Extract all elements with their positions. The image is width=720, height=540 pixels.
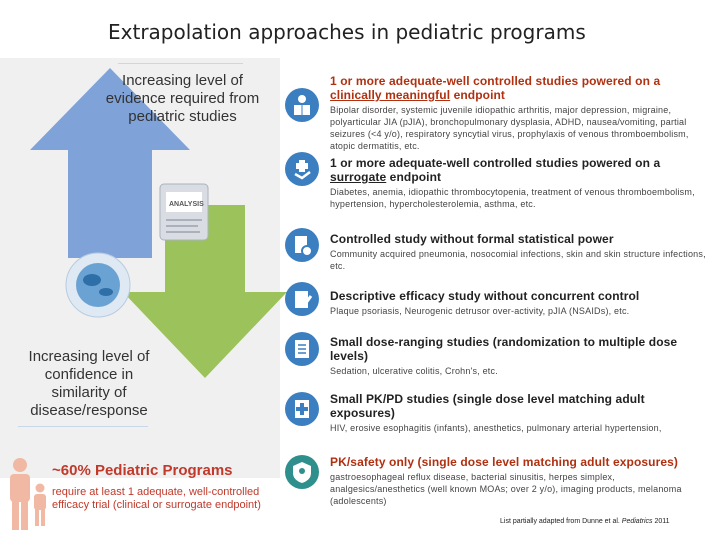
checklist-icon (285, 332, 319, 366)
evidence-label: Increasing level of evidence required from pediatric studies (105, 72, 260, 125)
confidence-divider (18, 426, 148, 427)
row-heading: PK/safety only (single dose level matching adult exposures) (330, 455, 678, 469)
row-heading: 1 or more adequate-well controlled studies powered on a clinically meaningful endpoint (330, 74, 661, 102)
page-title: Extrapolation approaches in pediatric programs (108, 20, 586, 44)
footnote: List partially adapted from Dunne et al. Pediatrics 2011 (500, 518, 670, 525)
confidence-label: Increasing level of confidence in similarity of disease/response (28, 348, 150, 419)
evidence-row-clinical (330, 74, 710, 152)
document-gear-icon (285, 228, 319, 262)
row-heading: Controlled study without formal statistical power (330, 232, 614, 246)
evidence-divider (118, 63, 243, 64)
document-edit-icon (285, 282, 319, 316)
analysis-badge (160, 184, 208, 240)
row-examples: Community acquired pneumonia, nosocomial infections, skin and skin structure infections, etc. (330, 249, 706, 271)
evidence-row-descriptive (330, 289, 710, 317)
family-shield-icon (285, 455, 319, 489)
row-examples: HIV, erosive esophagitis (infants), anesthetics, pulmonary arterial hypertension, (330, 423, 662, 433)
pediatric-programs-subtitle: require at least 1 adequate, well-controlled efficacy trial (clinical or surrogate endpoint) (52, 486, 261, 511)
evidence-row-dose-ranging (330, 335, 710, 377)
student-book-icon (285, 88, 319, 122)
evidence-row-controlled (330, 232, 710, 272)
evidence-row-pkpd (330, 392, 710, 434)
row-heading: Small PK/PD studies (single dose level matching adult exposures) (330, 392, 645, 420)
evidence-row-surrogate (330, 156, 710, 210)
row-examples: Plaque psoriasis, Neurogenic detrusor over-activity, pJIA (NSAIDs), etc. (330, 306, 630, 316)
analysis-label: ANALYSIS (169, 201, 204, 208)
row-examples: Bipolar disorder, systemic juvenile idiopathic arthritis, major depression, migraine, polyarticular JIA (pJIA), bronchopulmonary dysplasia, ADHD, nausea/vomiting, partial seizures (<4 y/o), respiratory syncytial virus, prophylaxis of venous thromboembolism, atopic dermatitis, etc. (330, 105, 689, 151)
evidence-row-pk-safety (330, 455, 710, 507)
row-examples: Diabetes, anemia, idiopathic thrombocytopenia, treatment of venous thromboembolism, hypertension, hypercholesterolemia, asthma, etc. (330, 187, 695, 209)
row-heading: Small dose-ranging studies (randomization to multiple dose levels) (330, 335, 678, 363)
row-heading: Descriptive efficacy study without concurrent control (330, 289, 640, 303)
person-silhouette-icon (10, 458, 46, 530)
pediatric-programs-title: ~60% Pediatric Programs (52, 462, 233, 479)
row-examples: Sedation, ulcerative colitis, Crohn's, etc. (330, 366, 498, 376)
row-examples: gastroesophageal reflux disease, bacterial sinusitis, herpes simplex, analgesics/anesthetics (well known MOAs; over 2 y/o), imaging products, melanoma (adolescents) (330, 472, 682, 506)
row-heading: 1 or more adequate-well controlled studies powered on a surrogate endpoint (330, 156, 661, 184)
health-hand-icon (285, 152, 319, 186)
medical-file-icon (285, 392, 319, 426)
globe-badge (66, 253, 130, 317)
